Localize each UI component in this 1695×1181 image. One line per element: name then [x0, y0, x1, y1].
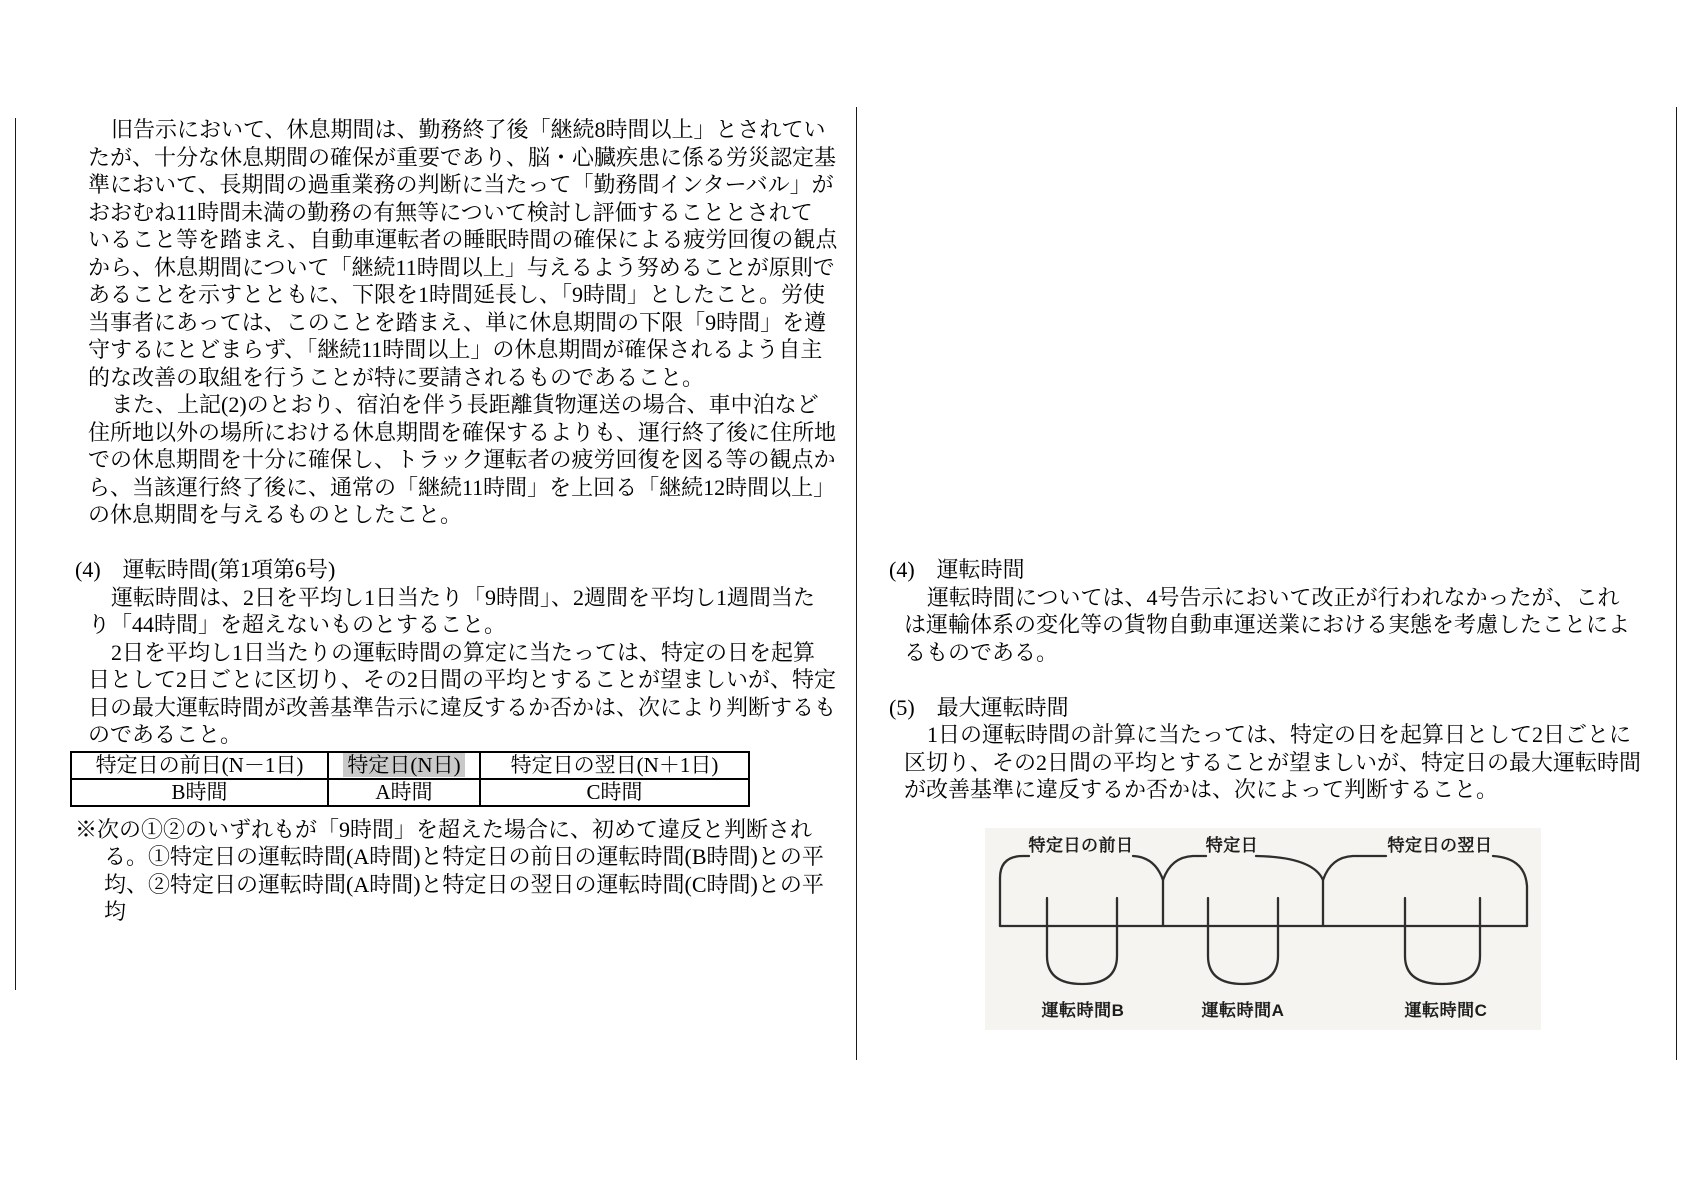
text-line: る。①特定日の運転時間(A時間)と特定日の前日の運転時間(B時間)との平 [104, 844, 824, 869]
section-driving-time-2-body [889, 584, 1669, 667]
text-line: のであること。 [88, 722, 243, 747]
table-header-cell: 特定日の翌日(N＋1日) [510, 752, 719, 777]
text-line: の休息期間を与えるものとしたこと。 [88, 502, 463, 527]
text-line: 運転時間は、2日を平均し1日当たり「9時間」、2週間を平均し1週間当た [111, 584, 816, 610]
diagram-label-day-before: 特定日の前日 [1028, 836, 1134, 855]
diagram-label-driving-time-c: 運転時間C [1404, 1001, 1488, 1020]
text-line: 旧告示において、休息期間は、勤務終了後「継続8時間以上」とされてい [111, 117, 826, 142]
driving-time-diagram [985, 828, 1541, 1030]
paragraph-rest-period [75, 116, 853, 391]
diagram-label-day-after: 特定日の翌日 [1387, 836, 1493, 855]
paragraph-long-distance [75, 391, 853, 529]
table-value-cell: C時間 [586, 779, 643, 804]
note-violation-rule [75, 816, 853, 926]
text-line: が改善基準に違反するか否かは、次によって判断すること。 [904, 777, 1499, 802]
text-line: は運輸体系の変化等の貨物自動車運送業における実態を考慮したことによ [904, 612, 1631, 637]
diagram-label-driving-time-b: 運転時間B [1041, 1001, 1125, 1020]
text-line: たが、十分な休息期間の確保が重要であり、脳・心臓疾患に係る労災認定基 [88, 144, 837, 170]
text-line: 当事者にあっては、このことを踏まえ、単に休息期間の下限「9時間」を遵 [88, 309, 827, 335]
page-left-border-line [15, 118, 16, 990]
table-value-cell: B時間 [72, 780, 329, 805]
text-line: 日の最大運転時間が改善基準告示に違反するか否かは、次により判断するも [88, 694, 837, 720]
text-line: 住所地以外の場所における休息期間を確保するよりも、運行終了後に住所地 [88, 419, 837, 445]
diagram-label-driving-time-a: 運転時間A [1201, 1001, 1285, 1020]
table-header-cell: 特定日の前日(N－1日) [72, 753, 329, 778]
section-driving-time-body [75, 584, 853, 749]
text-line: 区切り、その2日間の平均とすることが望ましいが、特定日の最大運転時間 [904, 749, 1642, 775]
text-line: おおむね11時間未満の勤務の有無等について検討し評価することとされて [88, 199, 813, 225]
text-line: 守するにとどまらず、「継続11時間以上」の休息期間が確保されるよう自主 [88, 337, 823, 362]
text-line: 2日を平均し1日当たりの運転時間の算定に当たっては、特定の日を起算 [111, 639, 816, 665]
section-heading-max-driving-time: (5) 最大運転時間 [889, 694, 1069, 720]
spacer [889, 666, 1669, 694]
text-line: るものである。 [904, 639, 1059, 665]
text-line: あることを示すとともに、下限を1時間延長し、「9時間」としたこと。労使 [88, 282, 826, 307]
spacer [75, 529, 853, 557]
text-line: 均 [104, 899, 127, 924]
table-header-row [72, 753, 748, 780]
text-line: 準において、長期間の過重業務の判断に当たって「勤務間インターバル」が [88, 172, 834, 197]
text-line: 均、②特定日の運転時間(A時間)と特定日の翌日の運転時間(C時間)との平 [104, 871, 824, 897]
diagram-label-specific-day: 特定日 [1205, 836, 1259, 855]
text-line: 運転時間については、4号告示において改正が行われなかったが、これ [927, 584, 1620, 610]
page-right-border-line [1676, 107, 1677, 1060]
comparison-table [70, 751, 750, 807]
text-line: 1日の運転時間の計算に当たっては、特定の日を起算日として2日ごとに [927, 722, 1632, 747]
text-line: り「44時間」を超えないものとすること。 [88, 612, 507, 637]
text-line: ら、当該運行終了後に、通常の「継続11時間」を上回る「継続12時間以上」 [88, 474, 836, 500]
highlighted-text: 特定日(N日) [343, 753, 464, 777]
text-line: での休息期間を十分に確保し、トラック運転者の疲労回復を図る等の観点か [88, 447, 836, 472]
table-value-row [72, 780, 748, 805]
text-line: いること等を踏まえ、自動車運転者の睡眠時間の確保による疲労回復の観点 [88, 227, 838, 252]
section-heading-driving-time-2: (4) 運転時間 [889, 557, 1025, 582]
page-divider-line [856, 107, 857, 1060]
section-max-driving-time-body [889, 721, 1669, 804]
section-heading-driving-time: (4) 運転時間(第1項第6号) [75, 557, 336, 582]
text-line: ※次の①②のいずれもが「9時間」を超えた場合に、初めて違反と判断され [75, 816, 813, 842]
table-header-cell [329, 753, 481, 778]
text-line: 的な改善の取組を行うことが特に要請されるものであること。 [88, 364, 705, 390]
text-line: 日として2日ごとに区切り、その2日間の平均とすることが望ましいが、特定 [88, 667, 837, 692]
table-value-cell: A時間 [329, 780, 481, 805]
page-right [889, 556, 1669, 804]
text-line: また、上記(2)のとおり、宿泊を伴う長距離貨物運送の場合、車中泊など [111, 392, 819, 417]
text-line: から、休息期間について「継続11時間以上」与えるよう努めることが原則で [88, 254, 835, 280]
page-left [75, 116, 853, 926]
